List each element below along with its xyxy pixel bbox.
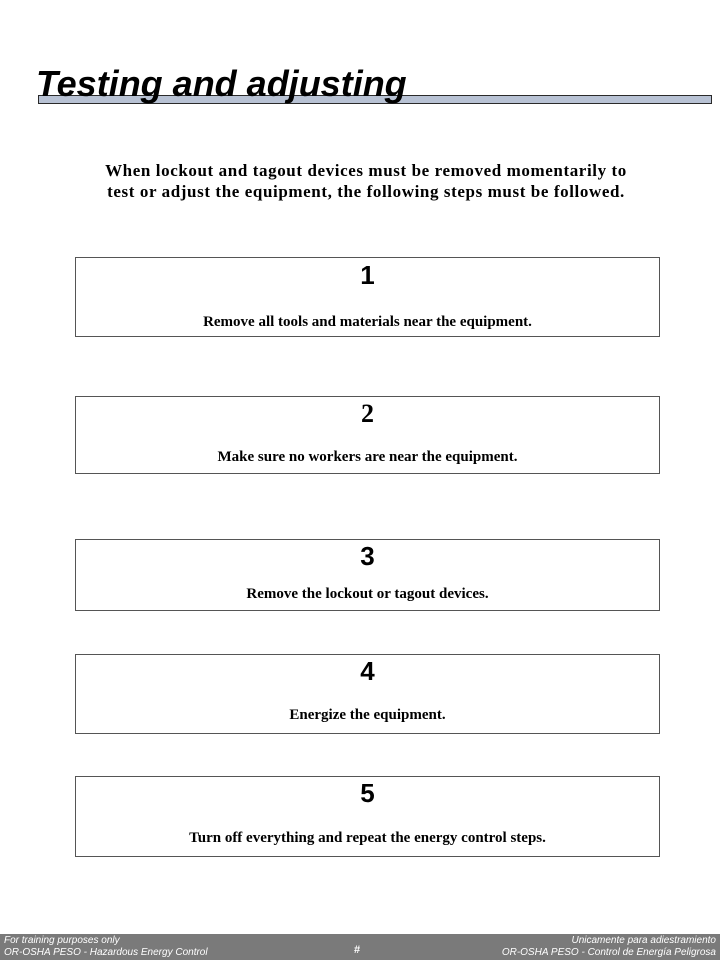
step-box-5 [75, 776, 660, 857]
intro-text: When lockout and tagout devices must be removed momentarily to test or adjust the equipment, the following steps must be followed. [105, 161, 627, 201]
step-box-3 [75, 539, 660, 611]
step-box-4 [75, 654, 660, 734]
page-number-icon: # [354, 944, 361, 956]
step-text: Remove all tools and materials near the equipment. [203, 314, 532, 330]
step-text: Remove the lockout or tagout devices. [246, 586, 489, 602]
step-number: 5 [360, 778, 375, 808]
footer-bar [0, 934, 720, 960]
step-number: 4 [360, 656, 375, 686]
footer-left-line2: OR-OSHA PESO - Hazardous Energy Control [4, 947, 208, 958]
step-number: 3 [360, 541, 375, 571]
step-number: 1 [360, 260, 375, 290]
footer-left-line1: For training purposes only [4, 935, 120, 946]
footer-right-line2: OR-OSHA PESO - Control de Energía Peligrosa [501, 947, 716, 958]
step-box-1 [75, 257, 660, 337]
page-title: Testing and adjusting [36, 63, 407, 104]
footer-right-line1: Unicamente para adiestramiento [571, 935, 716, 946]
step-text: Make sure no workers are near the equipment. [217, 449, 518, 465]
step-text: Energize the equipment. [289, 707, 446, 723]
step-box-2 [75, 396, 660, 474]
step-text: Turn off everything and repeat the energy control steps. [189, 830, 546, 846]
step-number: 2 [361, 399, 374, 428]
